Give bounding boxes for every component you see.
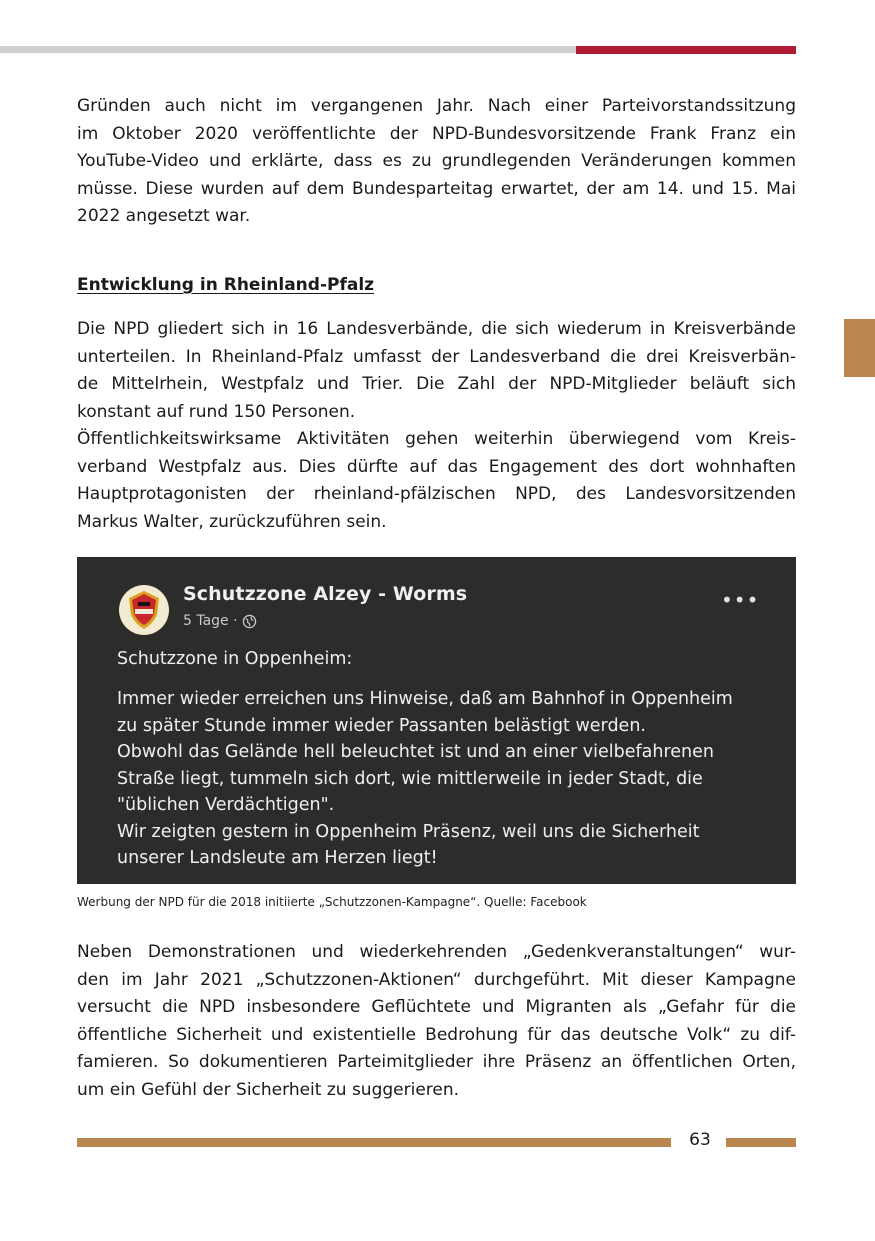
- text-line: YouTube-Video und erklärte, dass es zu grundlegenden Veränderungen kommen: [77, 151, 796, 171]
- text-line: müsse. Diese wurden auf dem Bundesparteitag erwartet, der am 14. und 15. Mai: [77, 178, 796, 199]
- text-line: um ein Gefühl der Sicherheit zu suggerieren.: [77, 1079, 460, 1100]
- text-line: Öffentlichkeitswirksame Aktivitäten gehen weiterhin überwiegend vom Kreis-: [77, 429, 796, 449]
- text-line: unterteilen. In Rheinland-Pfalz umfasst der Landesverband die drei Kreisverbän-: [77, 346, 796, 367]
- text-line: Gründen auch nicht im vergangenen Jahr. Nach einer Parteivorstandssitzung: [77, 96, 796, 116]
- text-line: Neben Demonstrationen und wiederkehrenden „Gedenkveranstaltungen“ wur-: [77, 942, 796, 962]
- post-body: [117, 686, 733, 872]
- footer-rule-right: [726, 1138, 796, 1147]
- schutzzone-logo-icon: [119, 585, 169, 635]
- text-line: 2022 angesetzt war.: [77, 206, 251, 226]
- text-line: famieren. So dokumentieren Parteimitglieder ihre Präsenz an öffentlichen Orten,: [77, 1052, 796, 1072]
- page-number: 63: [689, 1130, 711, 1150]
- page-name: Schutzzone Alzey - Worms: [183, 583, 468, 605]
- text-line: versucht die NPD insbesondere Geflüchtete und Migranten als „Gefahr für die: [77, 997, 796, 1017]
- paragraph-landesverbaende: [77, 316, 796, 536]
- image-caption: Werbung der NPD für die 2018 initiierte „Schutzzonen-Kampagne“. Quelle: Facebook: [77, 895, 587, 909]
- text-line: Hauptprotagonisten der rheinland-pfälzischen NPD, des Landesvorsitzenden: [77, 484, 796, 504]
- text-line: im Oktober 2020 veröffentlichte der NPD-Bundesvorsitzende Frank Franz ein: [77, 123, 796, 144]
- post-headline: Schutzzone in Oppenheim:: [117, 649, 353, 669]
- intro-paragraph: [77, 93, 796, 231]
- post-body-line: Obwohl das Gelände hell beleuchtet ist und an einer vielbefahrenen: [117, 742, 714, 762]
- text-line: verband Westpfalz aus. Dies dürfte auf das Engagement des dort wohnhaften: [77, 456, 796, 477]
- chapter-side-tab: [844, 319, 875, 377]
- text-line: de Mittelrhein, Westpfalz und Trier. Die Zahl der NPD-Mitglieder beläuft sich: [77, 374, 796, 394]
- post-body-line: unserer Landsleute am Herzen liegt!: [117, 848, 438, 868]
- page-avatar: [119, 585, 169, 635]
- more-options-icon[interactable]: •••: [721, 588, 760, 612]
- text-line: konstant auf rund 150 Personen.: [77, 401, 356, 422]
- globe-icon: [242, 614, 257, 629]
- header-rule-gray: [0, 46, 576, 53]
- post-body-line: "üblichen Verdächtigen".: [117, 795, 335, 815]
- post-body-line: Wir zeigten gestern in Oppenheim Präsenz, weil uns die Sicherheit: [117, 821, 700, 842]
- post-time: 5 Tage ·: [183, 613, 238, 629]
- post-body-line: zu später Stunde immer wieder Passanten belästigt werden.: [117, 715, 646, 736]
- footer-rule-left: [77, 1138, 671, 1147]
- section-heading: Entwicklung in Rheinland-Pfalz: [77, 275, 375, 295]
- header-rule-red: [576, 46, 796, 54]
- post-body-line: Straße liegt, tummeln sich dort, wie mittlerweile in jeder Stadt, die: [117, 768, 703, 789]
- post-meta: [183, 613, 257, 629]
- paragraph-schutzzonen: [77, 939, 796, 1104]
- text-line: den im Jahr 2021 „Schutzzonen-Aktionen“ durchgeführt. Mit dieser Kampagne: [77, 969, 796, 990]
- text-line: öffentliche Sicherheit und existentielle Bedrohung für das deutsche Volk“ zu dif-: [77, 1024, 796, 1045]
- text-line: Markus Walter, zurückzuführen sein.: [77, 511, 387, 532]
- facebook-post-screenshot: [77, 557, 796, 884]
- text-line: Die NPD gliedert sich in 16 Landesverbände, die sich wiederum in Kreisverbände: [77, 319, 796, 339]
- post-body-line: Immer wieder erreichen uns Hinweise, daß am Bahnhof in Oppenheim: [117, 689, 733, 709]
